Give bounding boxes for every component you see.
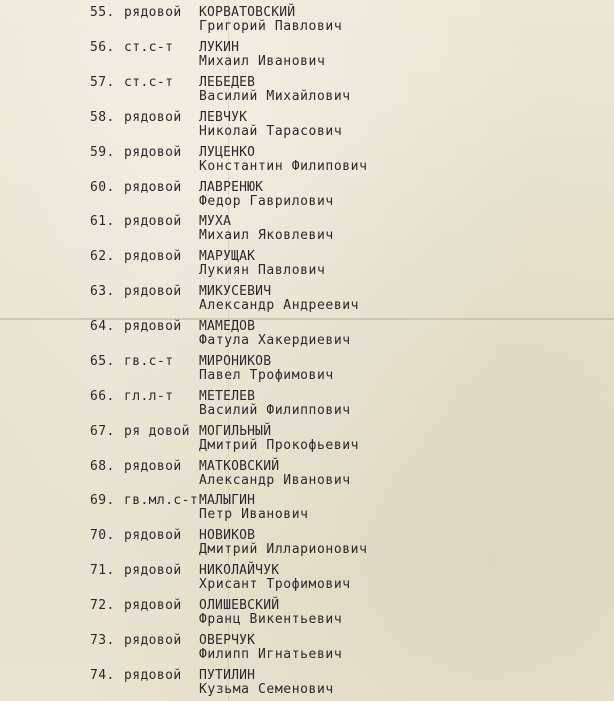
entry-rank: рядовой — [124, 5, 182, 20]
entry-rank: рядовой — [124, 214, 182, 229]
entry-number: 72. — [90, 598, 115, 613]
entry-rank: рядовой — [124, 528, 182, 543]
list-entry — [0, 528, 614, 562]
entry-surname: МИКУСЕВИЧ — [199, 284, 272, 299]
entry-given-name: Дмитрий Илларионович — [199, 542, 368, 557]
entry-number: 71. — [90, 563, 115, 578]
entry-number: 67. — [90, 424, 115, 439]
entry-number: 55. — [90, 5, 115, 20]
entry-surname: МИРОНИКОВ — [199, 354, 272, 369]
entry-given-name: Николай Тарасович — [199, 124, 343, 139]
list-entry — [0, 354, 614, 388]
entry-number: 57. — [90, 75, 115, 90]
entry-given-name: Василий Филиппович — [199, 403, 351, 418]
entry-given-name: Кузьма Семенович — [199, 682, 334, 697]
entry-given-name: Петр Иванович — [199, 507, 309, 522]
list-entry — [0, 75, 614, 109]
entry-rank: рядовой — [124, 633, 182, 648]
entry-surname: ПУТИЛИН — [199, 668, 256, 683]
list-entry — [0, 389, 614, 423]
entry-given-name: Федор Гаврилович — [199, 194, 334, 209]
entry-rank: рядовой — [124, 110, 182, 125]
entry-surname: ЛАВРЕНЮК — [199, 180, 264, 195]
list-entry — [0, 668, 614, 701]
entry-given-name: Александр Иванович — [199, 473, 351, 488]
entry-rank: рядовой — [124, 668, 182, 683]
entry-number: 56. — [90, 40, 115, 55]
entry-number: 68. — [90, 459, 115, 474]
entry-surname: ЛЕВЧУК — [199, 110, 248, 125]
entry-surname: ОЛИШЕВСКИЙ — [199, 598, 280, 613]
entry-given-name: Филипп Игнатьевич — [199, 647, 343, 662]
entry-given-name: Григорий Павлович — [199, 19, 343, 34]
entry-given-name: Василий Михайлович — [199, 89, 351, 104]
list-entry — [0, 145, 614, 179]
entry-number: 69. — [90, 493, 115, 508]
entry-rank: гв.с-т — [124, 354, 174, 369]
entry-surname: ЛУЦЕНКО — [199, 145, 256, 160]
entry-rank: рядовой — [124, 459, 182, 474]
list-entry — [0, 633, 614, 667]
entry-surname: НОВИКОВ — [199, 528, 256, 543]
list-entry — [0, 40, 614, 74]
list-entry — [0, 598, 614, 632]
list-entry — [0, 459, 614, 493]
entry-surname: НИКОЛАЙЧУК — [199, 563, 280, 578]
list-entry — [0, 319, 614, 353]
entry-number: 70. — [90, 528, 115, 543]
list-entry — [0, 424, 614, 458]
entry-surname: МАЛЫГИН — [199, 493, 256, 508]
entry-number: 58. — [90, 110, 115, 125]
entry-given-name: Александр Андреевич — [199, 298, 360, 313]
entry-rank: рядовой — [124, 180, 182, 195]
entry-surname: ОВЕРЧУК — [199, 633, 256, 648]
entry-given-name: Павел Трофимович — [199, 368, 334, 383]
list-entry — [0, 493, 614, 527]
entry-given-name: Михаил Яковлевич — [199, 228, 334, 243]
entry-given-name: Фатула Хакердиевич — [199, 333, 351, 348]
entry-surname: МЕТЕЛЕВ — [199, 389, 256, 404]
entry-given-name: Дмитрий Прокофьевич — [199, 438, 360, 453]
entry-number: 63. — [90, 284, 115, 299]
entry-given-name: Франц Викентьевич — [199, 612, 343, 627]
list-entry — [0, 5, 614, 39]
entry-rank: рядовой — [124, 145, 182, 160]
list-entry — [0, 249, 614, 283]
entry-rank: гв.мл.с-т — [124, 493, 199, 508]
entry-rank: ст.с-т — [124, 75, 174, 90]
entry-given-name: Михаил Иванович — [199, 54, 326, 69]
entry-number: 62. — [90, 249, 115, 264]
entry-rank: гл.л-т — [124, 389, 174, 404]
entry-surname: МУХА — [199, 214, 232, 229]
entry-number: 64. — [90, 319, 115, 334]
entry-surname: МОГИЛЬНЫЙ — [199, 424, 272, 439]
entry-given-name: Константин Филипович — [199, 159, 368, 174]
entry-rank: рядовой — [124, 284, 182, 299]
entry-given-name: Хрисант Трофимович — [199, 577, 351, 592]
entry-number: 60. — [90, 180, 115, 195]
entry-rank: ря довой — [124, 424, 190, 439]
list-entry — [0, 180, 614, 214]
entry-number: 65. — [90, 354, 115, 369]
entry-surname: МАРУЩАК — [199, 249, 256, 264]
list-entry — [0, 284, 614, 318]
entry-surname: ЛУКИН — [199, 40, 240, 55]
entry-rank: ст.с-т — [124, 40, 174, 55]
entry-rank: рядовой — [124, 249, 182, 264]
list-entry — [0, 563, 614, 597]
entry-surname: КОРВАТОВСКИЙ — [199, 5, 296, 20]
entry-number: 74. — [90, 668, 115, 683]
entry-number: 59. — [90, 145, 115, 160]
entry-surname: МАТКОВСКИЙ — [199, 459, 280, 474]
list-entry — [0, 110, 614, 144]
entry-number: 73. — [90, 633, 115, 648]
list-entry — [0, 214, 614, 248]
entry-number: 66. — [90, 389, 115, 404]
entry-number: 61. — [90, 214, 115, 229]
entry-given-name: Лукиян Павлович — [199, 263, 326, 278]
entry-rank: рядовой — [124, 319, 182, 334]
entry-rank: рядовой — [124, 563, 182, 578]
entry-rank: рядовой — [124, 598, 182, 613]
entry-surname: ЛЕБЕДЕВ — [199, 75, 256, 90]
entry-surname: МАМЕДОВ — [199, 319, 256, 334]
